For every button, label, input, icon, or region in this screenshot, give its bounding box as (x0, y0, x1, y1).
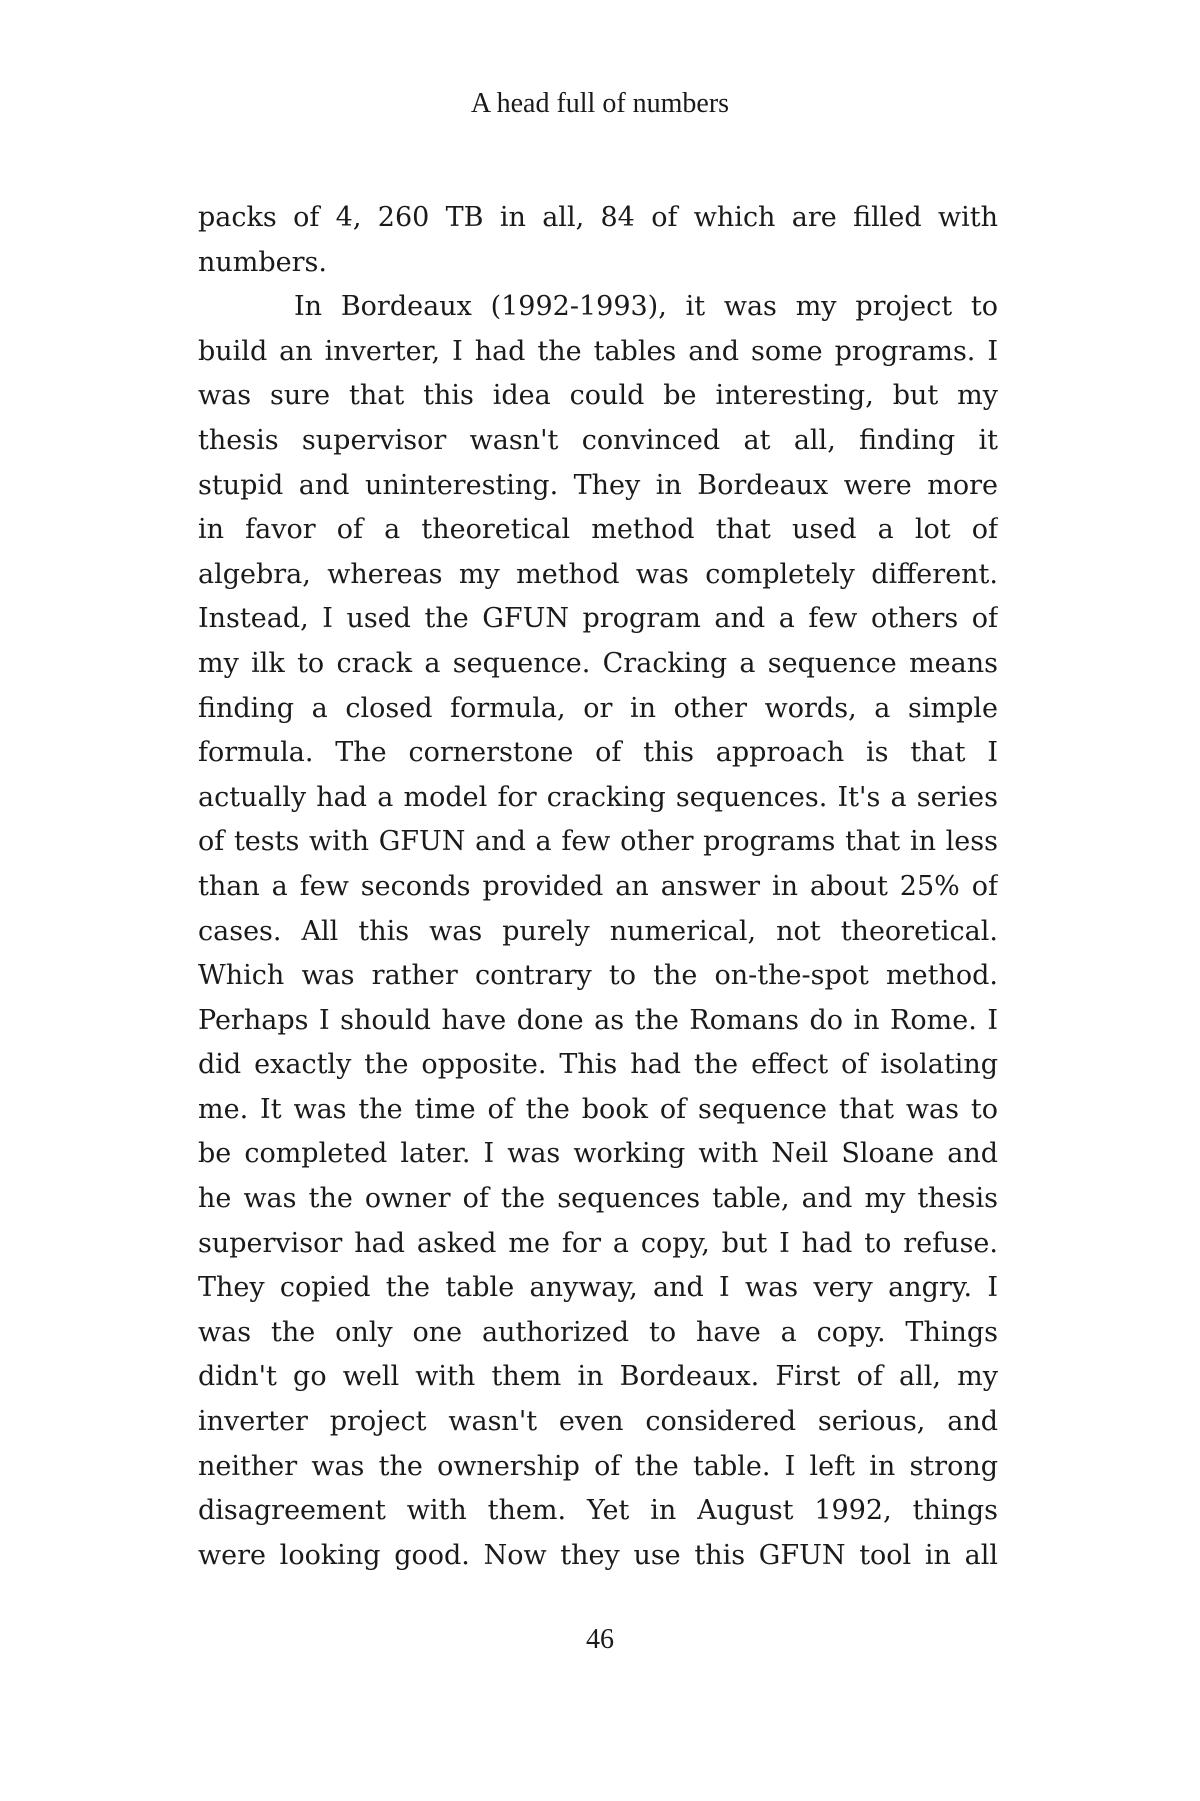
text-line: did exactly the opposite. This had the effect of isolating (198, 1049, 998, 1081)
text-line: he was the owner of the sequences table, and my thesis (198, 1183, 998, 1215)
text-line: inverter project wasn't even considered serious, and (198, 1406, 998, 1438)
text-line: didn't go well with them in Bordeaux. First of all, my (198, 1361, 998, 1393)
page-number: 46 (586, 1624, 614, 1655)
text-line: cases. All this was purely numerical, not theoretical. (198, 915, 998, 947)
text-line: disagreement with them. Yet in August 1992, things (198, 1495, 998, 1527)
text-line: Perhaps I should have done as the Romans do in Rome. I (198, 1004, 998, 1036)
text-line: was the only one authorized to have a copy. Things (198, 1316, 998, 1348)
text-line: numbers. (198, 246, 327, 278)
text-line: formula. The cornerstone of this approach is that I (198, 737, 998, 769)
running-head: A head full of numbers (470, 88, 730, 119)
text-line: neither was the ownership of the table. I left in strong (198, 1450, 998, 1482)
text-line: were looking good. Now they use this GFUN tool in all (198, 1539, 998, 1571)
text-line: algebra, whereas my method was completely different. (198, 558, 998, 590)
text-line: me. It was the time of the book of sequence that was to (198, 1093, 998, 1125)
text-line: be completed later. I was working with Neil Sloane and (198, 1138, 998, 1170)
text-line: my ilk to crack a sequence. Cracking a sequence means (198, 647, 998, 679)
text-line: stupid and uninteresting. They in Bordeaux were more (198, 469, 998, 501)
text-line: was sure that this idea could be interesting, but my (198, 380, 998, 412)
text-line: actually had a model for cracking sequences. It's a series (198, 781, 998, 813)
text-line: packs of 4, 260 TB in all, 84 of which are filled with (198, 202, 998, 233)
text-line: They copied the table anyway, and I was very angry. I (198, 1272, 998, 1304)
text-line: In Bordeaux (1992-1993), it was my project to (294, 291, 998, 323)
text-line: supervisor had asked me for a copy, but I had to refuse. (198, 1227, 998, 1259)
text-line: thesis supervisor wasn't convinced at all, finding it (198, 424, 998, 456)
text-line: Which was rather contrary to the on-the-spot method. (198, 960, 998, 992)
text-line: Instead, I used the GFUN program and a few others of (198, 603, 998, 635)
text-line: in favor of a theoretical method that used a lot of (198, 514, 998, 546)
text-line: of tests with GFUN and a few other programs that in less (198, 826, 998, 858)
text-line: build an inverter, I had the tables and some programs. I (198, 335, 998, 367)
text-line: than a few seconds provided an answer in about 25% of (198, 870, 998, 902)
text-line: finding a closed formula, or in other words, a simple (198, 692, 998, 724)
body-text (198, 196, 998, 1578)
